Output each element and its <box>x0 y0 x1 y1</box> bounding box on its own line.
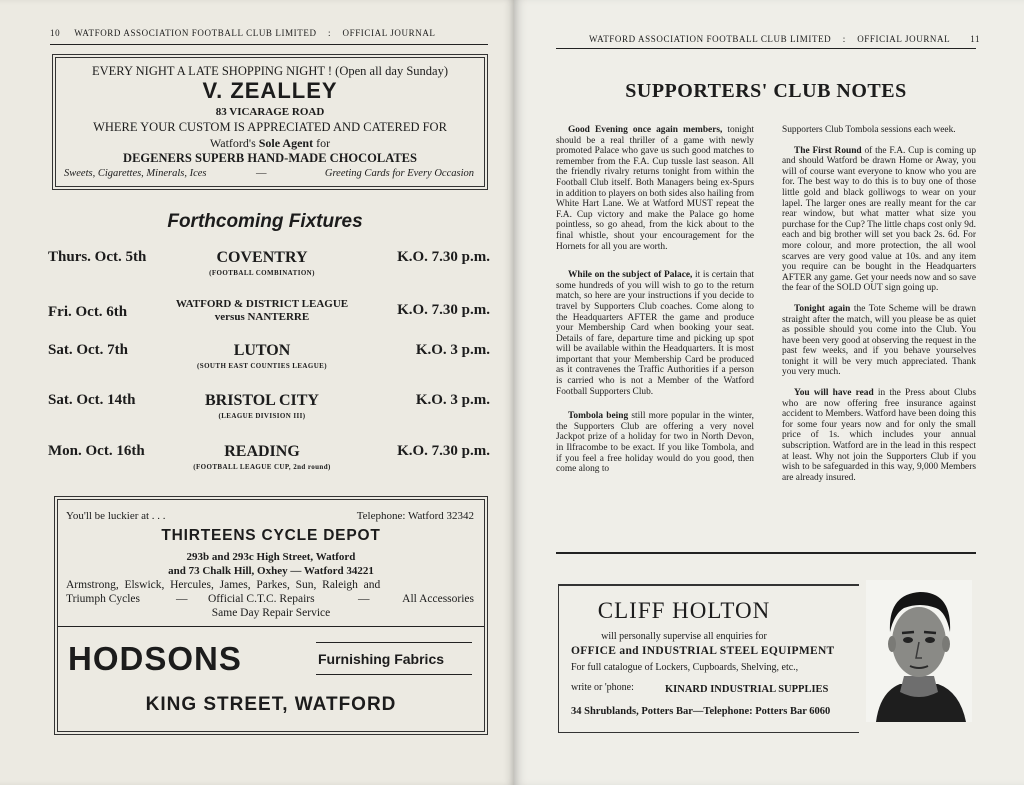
zealley-footer-left: Sweets, Cigarettes, Minerals, Ices <box>64 168 207 179</box>
paragraph-text: of the F.A. Cup is coming up and should Watford be drawn Home or Away, you will of course want everyone to know who you are for. The best way to do this is to buy one of those little gold and black golliwogs to wear on your lapel. The larger ones are really meant for the car rear window, but what matter what size you purchase for the Cup? The little chaps cost only 9d. each and big brother will set you back 2s. 6d. For more colour, and more protection, the all wool scarves are very good value at 10s. and any item you require can be bought in the Headquarters AFTER any game. Get your needs now and so save the fear of the SOLD OUT sign going up. <box>782 145 977 294</box>
zealley-footer-right: Greeting Cards for Every Occasion <box>324 168 474 179</box>
header-rule <box>50 44 488 45</box>
section-divider <box>556 552 976 554</box>
paragraph-lead: The First Round <box>794 145 862 156</box>
header-club: WATFORD ASSOCIATION FOOTBALL CLUB LIMITED <box>74 28 317 38</box>
paragraph-text: it is certain that some hundreds of you will wish to go to the return match, so here are your instructions if you decide to travel by Supporters Club coaches. Come along to the Headquarters AFTER the game and produce your Membership Card when booking your seat. Details of fare, departure time and picking up spot will be available within the Headquarters. It is most important that your Membership Card be produced as it contravenes the Traffic Authorities if a person is carried who is not a Member of the Watford Football Supporters Club. <box>556 270 754 397</box>
zealley-name: V. ZEALLEY <box>202 78 338 103</box>
fixture-kickoff: K.O. 7.30 p.m. <box>397 249 490 265</box>
zealley-address: 83 VICARAGE ROAD <box>215 106 325 118</box>
hodsons-tagline: Furnishing Fabrics <box>318 651 445 667</box>
fixture-date: Mon. Oct. 16th <box>48 443 145 459</box>
header-rule <box>556 48 976 49</box>
right-header <box>589 34 980 44</box>
fixture-competition: (SOUTH EAST COUNTIES LEAGUE) <box>197 362 327 370</box>
fixture-date: Sat. Oct. 14th <box>48 392 136 408</box>
holton-photo <box>866 580 972 722</box>
cycle-depot-ad <box>57 499 485 732</box>
thirteens-lucky: You'll be luckier at . . . <box>66 510 166 522</box>
thirteens-brands2-right: All Accessories <box>402 593 474 605</box>
hodsons-name: HODSONS <box>68 640 242 677</box>
header-club: WATFORD ASSOCIATION FOOTBALL CLUB LIMITED <box>589 34 832 44</box>
fixture-competition: (FOOTBALL LEAGUE CUP, 2nd round) <box>193 463 331 471</box>
fixture-opponent: READING <box>224 443 300 460</box>
paragraph-lead: Good Evening once again members, <box>568 125 723 135</box>
zealley-ad <box>55 57 485 187</box>
holton-line5: 34 Shrublands, Potters Bar—Telephone: Potters Bar 6060 <box>571 706 831 717</box>
header-journal: OFFICIAL JOURNAL <box>857 34 951 44</box>
paragraph-lead: Tombola being <box>568 411 629 422</box>
paragraph-text: tonight should be a real thriller of a game with newly promoted Palace who gave us such good matches to remember from the F.A. Cup tussle last season. All the friendly rivalry returns tonight from within the Football Club itself. Both Managers being ex-Spurs in addition to players on both sides also hailing from White Hart Lane. We at Watford MUST repeat the F.A. Cup victory and make the Palace go home pointless, so go ahead, from the kick about to the final whistle, shout your encouragement for the Hornets for all you are worth. <box>556 125 754 252</box>
fixture-competition: (FOOTBALL COMBINATION) <box>209 269 315 277</box>
fixture-opponent: COVENTRY <box>216 249 308 266</box>
paragraph-text: still more popular in the winter, the Supporters Club are offering a very novel Jackpot prize of a holiday for two in North Devon, in Ilfracombe to be exact. If you like Tombola, and if you feel a free holiday would do you good, then come along to <box>556 411 754 475</box>
notes-paragraph <box>556 411 754 475</box>
ad-divider <box>58 626 484 627</box>
header-separator: : <box>327 28 332 38</box>
fixture-kickoff: K.O. 3 p.m. <box>415 342 490 358</box>
page-number: 11 <box>970 34 981 44</box>
fixture-kickoff: K.O. 3 p.m. <box>415 392 490 408</box>
zealley-agent-bold: Sole Agent <box>258 136 314 150</box>
notes-paragraph <box>782 304 976 378</box>
zealley-footer-dash: — <box>256 168 267 179</box>
fixture-kickoff: K.O. 7.30 p.m. <box>397 302 490 318</box>
zealley-product: DEGENERS SUPERB HAND-MADE CHOCOLATES <box>123 151 417 165</box>
fixture-date: Sat. Oct. 7th <box>48 342 128 358</box>
zealley-agent-prefix: Watford's <box>209 136 259 150</box>
fixture-opponent: WATFORD & DISTRICT LEAGUE <box>175 298 349 310</box>
thirteens-telephone: Telephone: Watford 32342 <box>356 510 474 522</box>
thirteens-brands2-mid: Official C.T.C. Repairs <box>208 593 315 605</box>
notes-paragraph <box>782 388 976 483</box>
holton-line1: will personally supervise all enquiries for <box>601 631 767 642</box>
notes-column-1 <box>556 125 754 485</box>
left-header <box>50 28 436 38</box>
fixture-row <box>0 392 514 432</box>
fixture-date: Thurs. Oct. 5th <box>48 249 147 265</box>
holton-name: CLIFF HOLTON <box>597 598 771 623</box>
fixture-row <box>0 249 514 289</box>
fixture-kickoff: K.O. 7.30 p.m. <box>397 443 490 459</box>
notes-paragraph <box>556 270 754 397</box>
thirteens-address1: 293b and 293c High Street, Watford <box>186 551 356 563</box>
holton-line2: OFFICE and INDUSTRIAL STEEL EQUIPMENT <box>571 645 835 657</box>
holton-line4-right: KINARD INDUSTRIAL SUPPLIES <box>665 684 829 695</box>
fixture-date: Fri. Oct. 6th <box>48 304 128 320</box>
notes-paragraph <box>556 125 754 252</box>
notes-paragraph <box>782 125 976 136</box>
paragraph-text: Supporters Club Tombola sessions each week. <box>782 125 956 135</box>
thirteens-address2: and 73 Chalk Hill, Oxhey — Watford 34221 <box>168 565 374 577</box>
fixture-row <box>0 443 514 483</box>
fixture-competition: (LEAGUE DIVISION III) <box>218 412 306 420</box>
zealley-agent <box>56 136 484 151</box>
holton-portrait-icon <box>866 580 972 722</box>
holton-ad <box>558 584 859 733</box>
thirteens-brands2-dash1: — <box>176 593 188 605</box>
page-number: 10 <box>50 28 61 38</box>
fixture-opponent: BRISTOL CITY <box>205 392 319 409</box>
fixture-opponent: LUTON <box>233 342 291 359</box>
zealley-agent-suffix: for <box>313 136 331 150</box>
thirteens-name: THIRTEENS CYCLE DEPOT <box>161 527 381 544</box>
paragraph-lead: You will have read <box>794 388 874 399</box>
hodsons-address: KING STREET, WATFORD <box>145 694 397 715</box>
paragraph-text: in the Press about Clubs who are now offering free insurance against accident to Members. Watford have been doing this for some four years now and for only the small price of 1s. which includes your annual subscription. Watford are in the lead in this respect at least. Why not join the Supporters Club if you wish to be safeguarded in this way, 9,000 Members are already insured. <box>782 388 976 483</box>
zealley-line1: EVERY NIGHT A LATE SHOPPING NIGHT ! (Open all day Sunday) <box>92 64 448 78</box>
holton-line4-left: write or 'phone: <box>571 682 634 693</box>
fixture-row <box>0 298 514 338</box>
paragraph-lead: Tonight again <box>794 303 851 314</box>
paragraph-lead: While on the subject of Palace, <box>568 270 693 281</box>
header-journal: OFFICIAL JOURNAL <box>342 28 436 38</box>
thirteens-brands1: Armstrong, Elswick, Hercules, James, Parkes, Sun, Raleigh and <box>66 579 381 591</box>
fixture-row <box>0 342 514 382</box>
hodsons-rule-top <box>316 642 472 643</box>
paragraph-text: the Tote Scheme will be drawn straight after the match, will you please be as quiet as possible should you come into the Club. You have been very good at observing the request in the past few weeks, and if you behave yourselves tonight it will be very much appreciated. Thank you very much. <box>782 303 976 378</box>
notes-paragraph <box>782 146 976 294</box>
zealley-line2: WHERE YOUR CUSTOM IS APPRECIATED AND CATERED FOR <box>93 120 447 134</box>
hodsons-rule-bottom <box>316 674 472 675</box>
thirteens-service: Same Day Repair Service <box>211 607 331 619</box>
holton-line3: For full catalogue of Lockers, Cupboards, Shelving, etc., <box>571 662 799 673</box>
header-separator: : <box>842 34 846 44</box>
notes-title: SUPPORTERS' CLUB NOTES <box>625 80 907 102</box>
thirteens-brands2-dash2: — <box>358 593 370 605</box>
notes-column-2 <box>782 125 976 493</box>
fixtures-title: Forthcoming Fixtures <box>167 211 363 232</box>
thirteens-brands2-left: Triumph Cycles <box>66 593 141 605</box>
fixture-opponent2: versus NANTERRE <box>214 311 310 323</box>
